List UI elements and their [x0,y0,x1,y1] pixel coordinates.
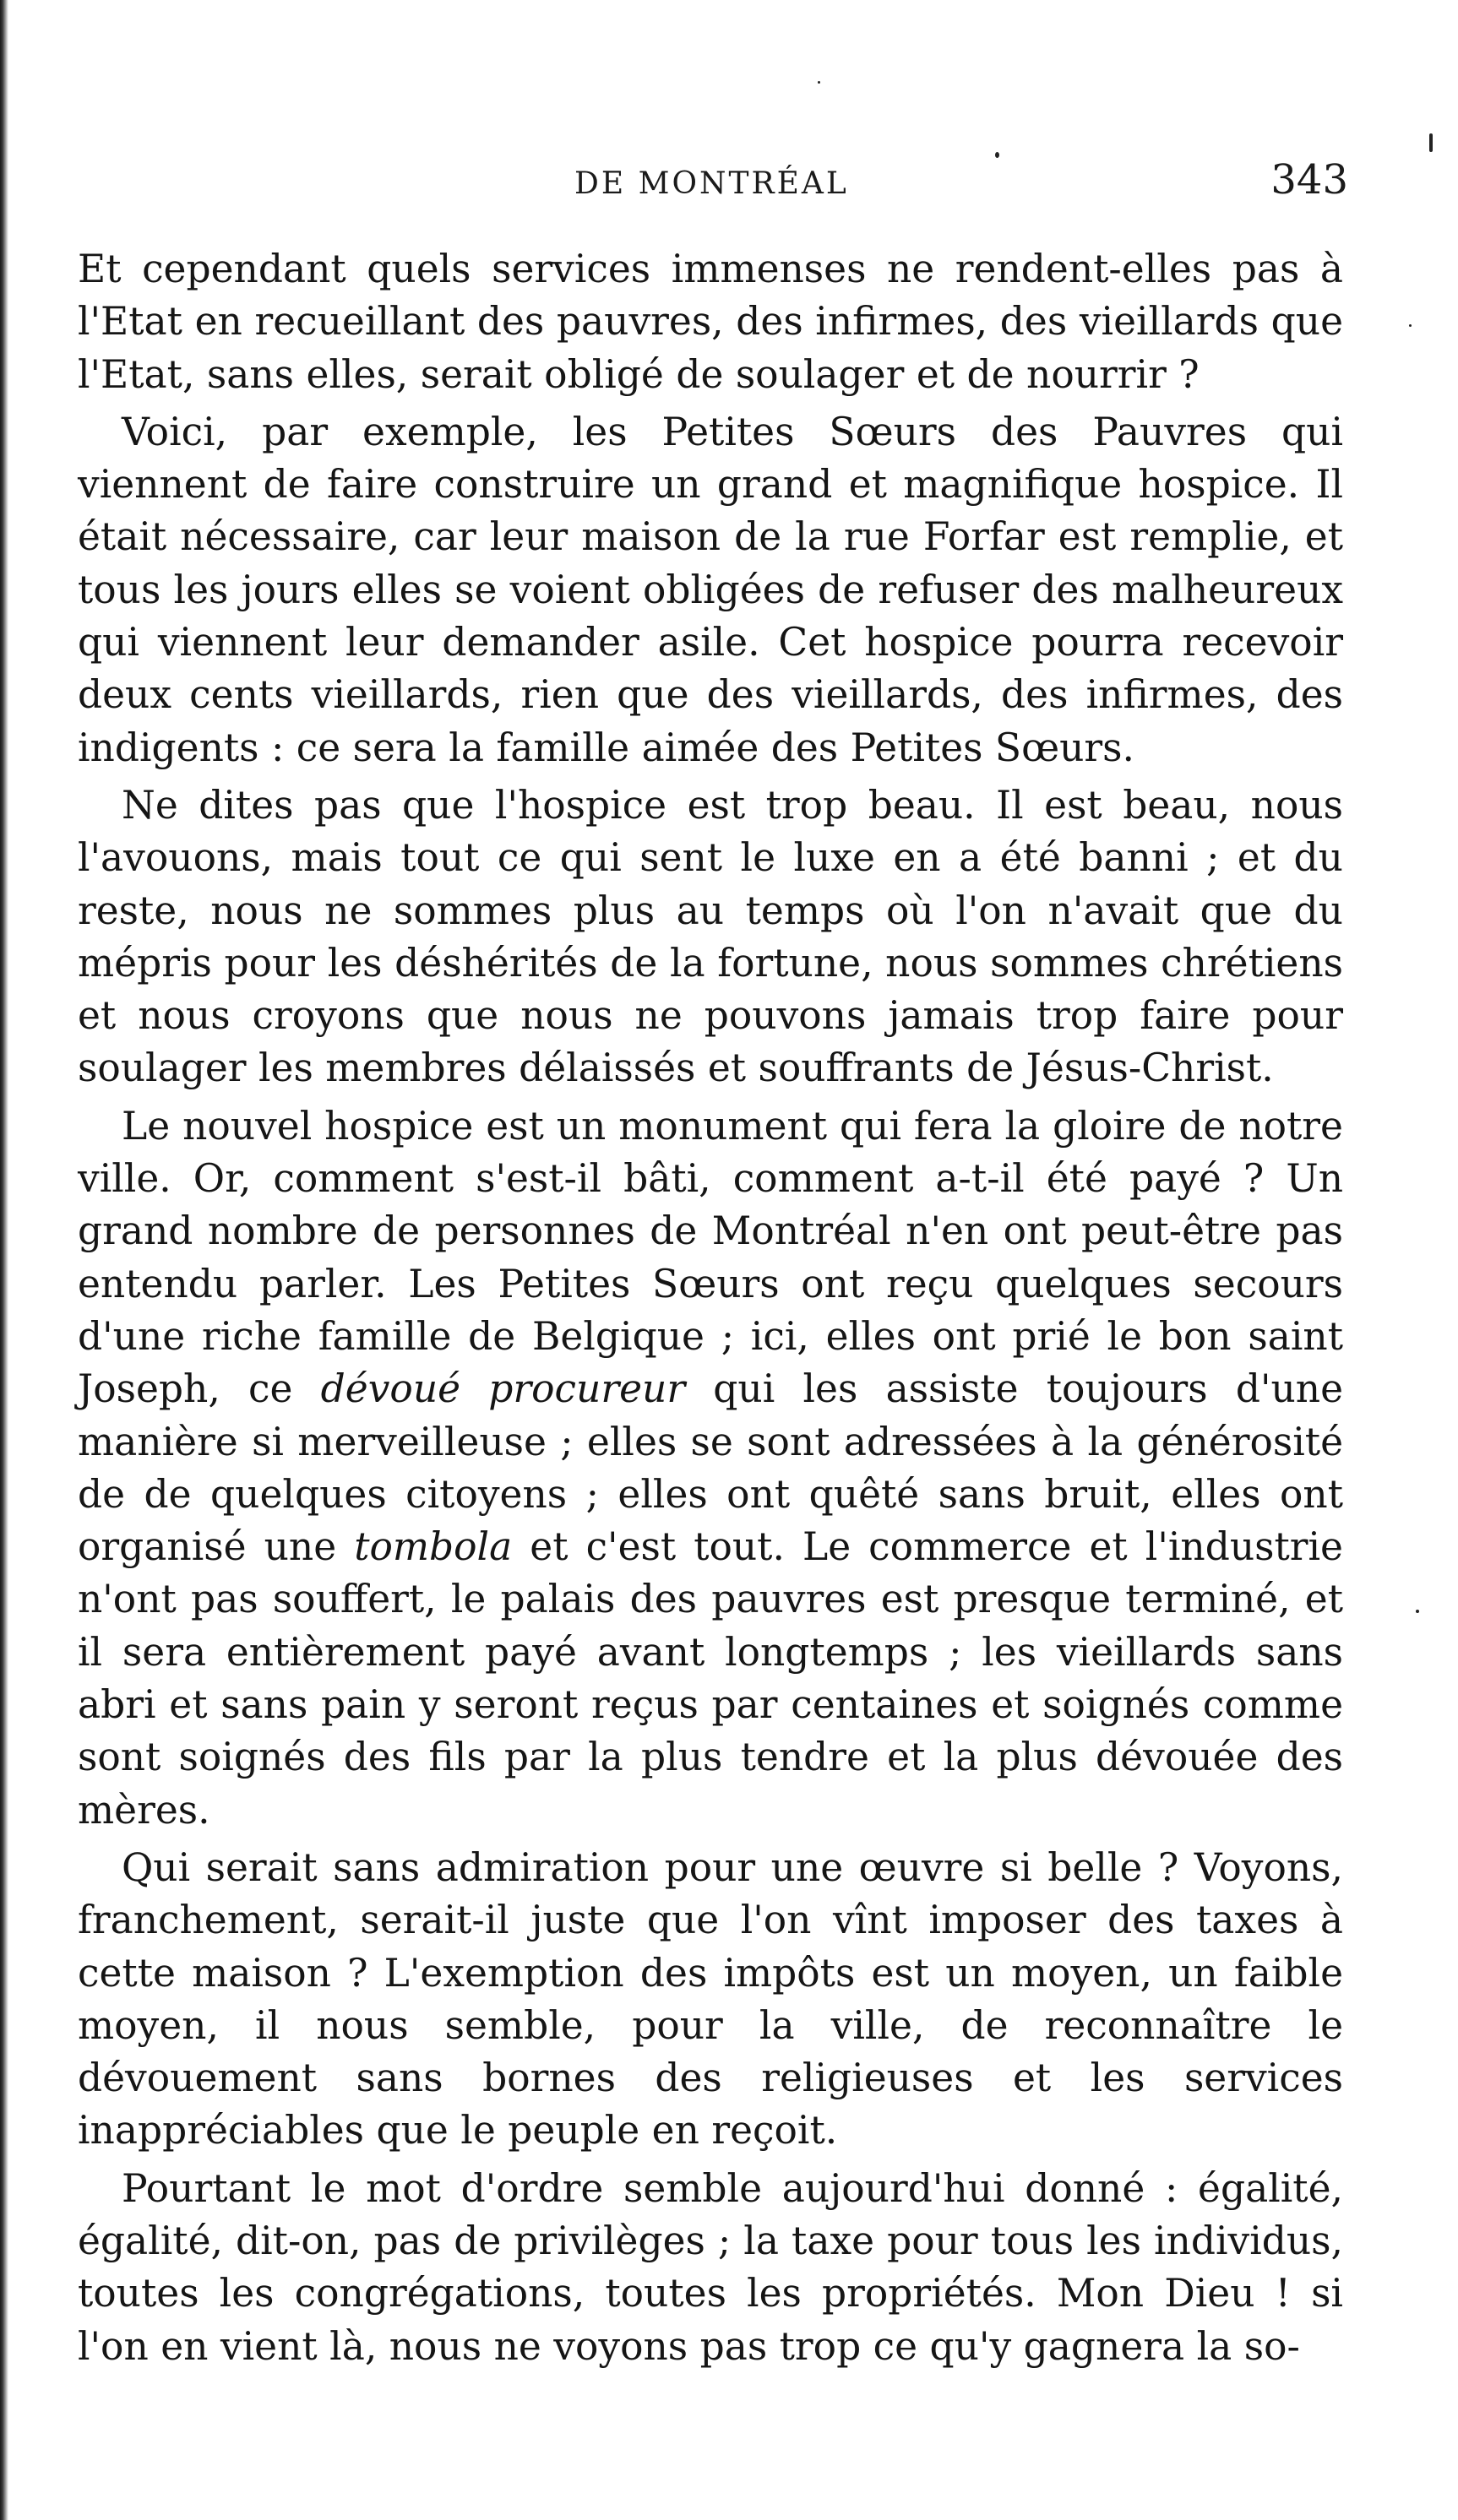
print-speck [995,152,999,158]
page-header [81,156,1348,215]
text-run: Et cependant quels services immenses ne rendent-elles pas à l'Etat en recueillant des pauvres, des infirmes, des vieillards que l'Etat, sans elles, serait obligé de soulager et de nourrir ? [78,247,1343,397]
paragraph [78,779,1343,1095]
text-run: Pourtant le mot d'ordre semble aujourd'hui donné : égalité, égalité, dit-on, pas de privilèges ; la taxe pour tous les individus, toutes les congrégations, toutes les propriétés. Mon Dieu ! si l'on en vient là, nous ne voyons pas trop ce qu'y gagnera la so- [78,2165,1343,2369]
text-run: et c'est tout. Le commerce et l'industrie n'ont pas souffert, le palais des pauvres est presque terminé, et il sera entièrement payé avant longtemps ; les vieillards sans abri et sans pain y seront reçus par centaines et soignés comme sont soignés des fils par la plus tendre et la plus dévouée des mères. [78,1524,1343,1833]
text-run: Le nouvel hospice est un monument qui fera la gloire de notre ville. Or, comment s'est-il bâti, comment a-t-il été payé ? Un grand nombre de personnes de Montréal n'en ont peut-être pas entendu parler. Les Petites Sœurs ont reçu quelques secours d'une riche famille de Belgique ; ici, elles ont prié le bon saint Joseph, ce [78,1103,1343,1412]
italic-phrase: dévoué procureur [320,1366,686,1412]
text-run: Voici, par exemple, les Petites Sœurs des Pauvres qui viennent de faire construire un grand et magnifique hospice. Il était nécessaire, car leur maison de la rue Forfar est remplie, et tous les jours elles se voient obligées de refuser des malheureux qui viennent leur demander asile. Cet hospice pourra recevoir deux cents vieillards, rien que des vieillards, des infirmes, des indigents : ce sera la famille aimée des Petites Sœurs. [78,409,1343,770]
paragraph [78,243,1343,401]
print-speck [818,81,820,84]
paragraph [78,1842,1343,2158]
page-binding-edge [0,0,8,2520]
text-run: qui les assiste toujours d'une manière si merveilleuse ; elles se sont adressées à la générosité de de quelques citoyens ; elles ont quêté sans bruit, elles ont organisé une [78,1366,1344,1570]
italic-phrase: tombola [354,1524,513,1570]
print-speck [1416,1610,1419,1613]
running-title: DE MONTRÉAL [574,166,849,201]
print-speck [1409,324,1412,327]
body-text [78,243,1343,2378]
print-speck [1429,133,1433,152]
text-run: Qui serait sans admiration pour une œuvre si belle ? Voyons, franchement, serait-il juste que l'on vînt imposer des taxes à cette maison ? L'exemption des impôts est un moyen, un faible moyen, il nous semble, pour la ville, de reconnaître le dévouement sans bornes des religieuses et les services inappréciables que le peuple en reçoit. [78,1844,1343,2153]
text-run: Ne dites pas que l'hospice est trop beau. Il est beau, nous l'avouons, mais tout ce qui sent le luxe en a été banni ; et du reste, nous ne sommes plus au temps où l'on n'avait que du mépris pour les déshérités de la fortune, nous sommes chrétiens et nous croyons que nous ne pouvons jamais trop faire pour soulager les membres délaissés et souffrants de Jésus-Christ. [78,782,1343,1091]
paragraph [78,406,1343,774]
page-number: 343 [1270,156,1348,204]
paragraph [78,2163,1343,2373]
paragraph [78,1100,1343,1837]
